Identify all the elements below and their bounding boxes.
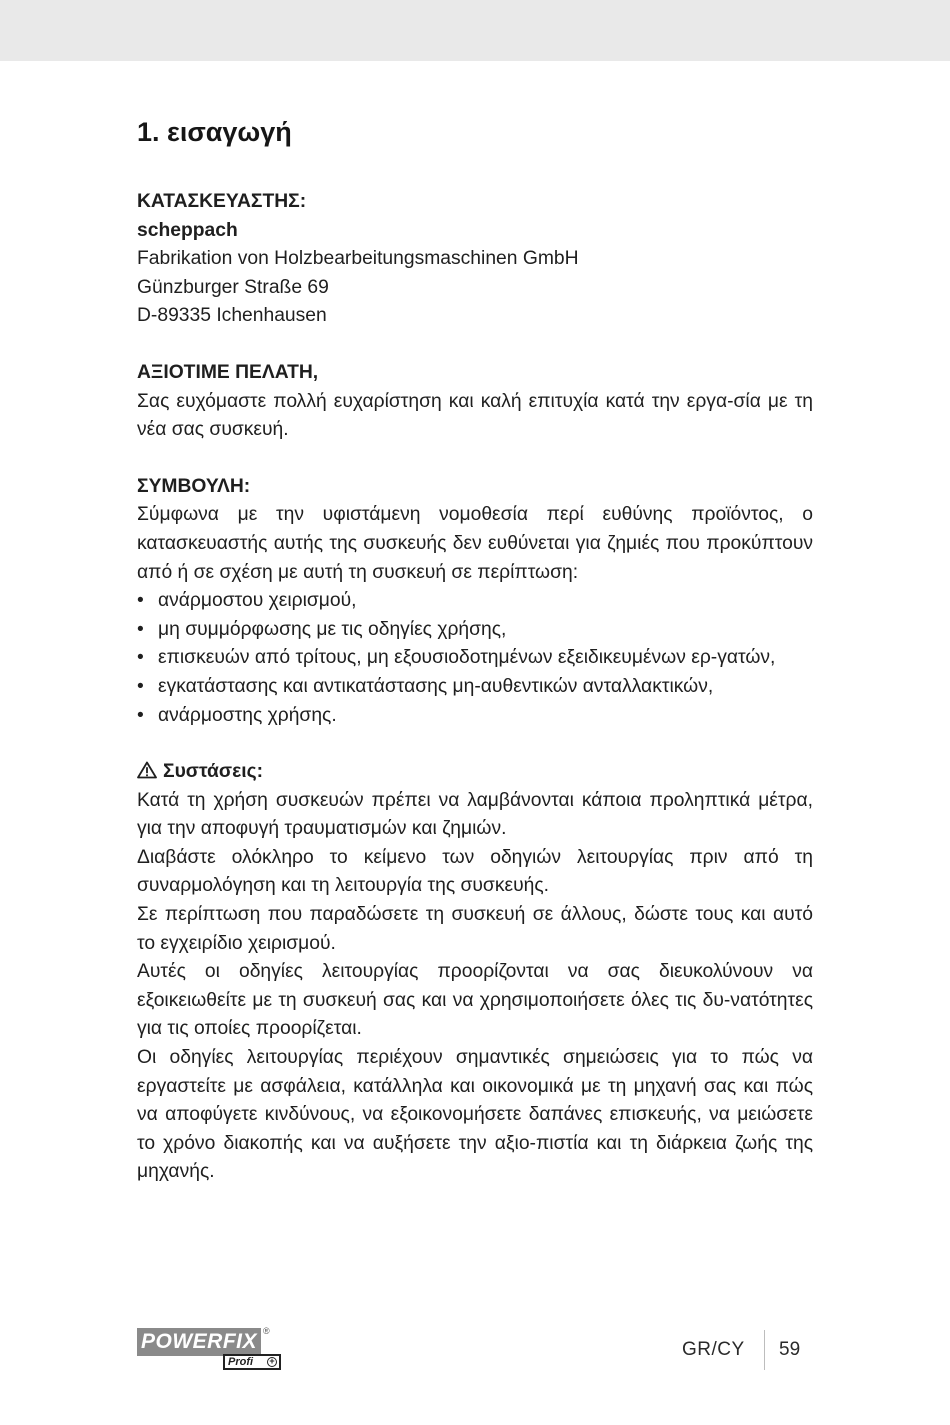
advice-list bbox=[137, 587, 813, 730]
logo-main-text: POWERFIX bbox=[137, 1328, 261, 1356]
advice-text: Σύμφωνα με την υφιστάμενη νομοθεσία περί ευθύνης προϊόντος, ο κατασκευαστής αυτής της συσκευής δεν ευθύνεται για ζημιές που προκύπτουν από ή σε σχέση με αυτή τη συσκευή σε περίπτωση: bbox=[137, 504, 813, 583]
page-number: 59 bbox=[779, 1339, 801, 1360]
list-item: • εγκατάστασης και αντικατάστασης μη-αυθεντικών ανταλλακτικών, bbox=[137, 675, 714, 697]
footer-divider bbox=[764, 1330, 765, 1370]
recommendations-label: Συστάσεις: bbox=[163, 761, 264, 783]
logo-sub-badge bbox=[223, 1354, 281, 1370]
recommendations-paragraph: Αυτές οι οδηγίες λειτουργίας προορίζονται να σας διευκολύνουν να εξοικειωθείτε με τη συσκευή σας και να χρησιμοποιήσετε όλες τις δυ-νατότητες για τις οποίες προορίζεται. bbox=[137, 961, 813, 1040]
recommendations-heading bbox=[137, 758, 813, 787]
top-band bbox=[0, 0, 950, 61]
recommendations-paragraph: Διαβάστε ολόκληρο το κείμενο των οδηγιών λειτουργίας πριν από τη συναρμολόγηση και τη λειτουργία της συσκευής. bbox=[137, 846, 813, 897]
logo-sub-text: Profi bbox=[228, 1356, 254, 1368]
manufacturer-street: Günzburger Straße 69 bbox=[137, 276, 329, 298]
manufacturer-name: scheppach bbox=[137, 219, 238, 241]
customer-label: ΑΞΙΟΤΙΜΕ ΠΕΛΑΤΗ, bbox=[137, 361, 319, 383]
customer-text: Σας ευχόμαστε πολλή ευχαρίστηση και καλή επιτυχία κατά την εργα-σία με τη νέα σας συσκευή. bbox=[137, 390, 813, 441]
list-item: • μη συμμόρφωσης με τις οδηγίες χρήσης, bbox=[137, 618, 507, 640]
recommendations-paragraph: Οι οδηγίες λειτουργίας περιέχουν σημαντικές σημειώσεις για το πώς να εργαστείτε με ασφάλεια, κατάλληλα και οικονομικά με τη μηχανή σας και πώς να αποφύγετε κινδύνους, να εξοικονομήσετε δαπάνες επισκευής, να μειώσετε το χρόνο διακοπής και να αυξήσετε την αξιο-πιστία και τη διάρκεια ζωής της μηχανής. bbox=[137, 1047, 813, 1183]
advice-block bbox=[137, 473, 813, 730]
manufacturer-company: Fabrikation von Holzbearbeitungsmaschinen GmbH bbox=[137, 248, 579, 270]
plus-icon: + bbox=[267, 1357, 277, 1367]
list-item: • ανάρμοστου χειρισμού, bbox=[137, 590, 357, 612]
list-item: • επισκευών από τρίτους, μη εξουσιοδοτημένων εξειδικευμένων ερ-γατών, bbox=[137, 647, 776, 669]
manufacturer-label: ΚΑΤΑΣΚΕΥΑΣΤΗΣ: bbox=[137, 191, 307, 212]
footer-region: GR/CY bbox=[682, 1339, 745, 1360]
warning-triangle-icon bbox=[137, 761, 157, 779]
manufacturer-city: D-89335 Ichenhausen bbox=[137, 305, 327, 327]
customer-block bbox=[137, 359, 813, 445]
page-content bbox=[137, 112, 813, 1187]
manufacturer-block bbox=[137, 188, 813, 331]
recommendations-paragraph: Κατά τη χρήση συσκευών πρέπει να λαμβάνονται κάποια προληπτικά μέτρα, για την αποφυγή τραυματισμών και ζημιών. bbox=[137, 789, 813, 840]
recommendations-paragraph: Σε περίπτωση που παραδώσετε τη συσκευή σε άλλους, δώστε τους και αυτό το εγχειρίδιο χειρισμού. bbox=[137, 904, 813, 954]
powerfix-logo bbox=[137, 1328, 283, 1372]
recommendations-block bbox=[137, 758, 813, 1187]
advice-label: ΣΥΜΒΟΥΛΗ: bbox=[137, 475, 251, 497]
logo-registered-mark: ® bbox=[263, 1326, 270, 1336]
section-heading: 1. εισαγωγή bbox=[137, 117, 292, 147]
list-item: • ανάρμοστης χρήσης. bbox=[137, 704, 337, 726]
